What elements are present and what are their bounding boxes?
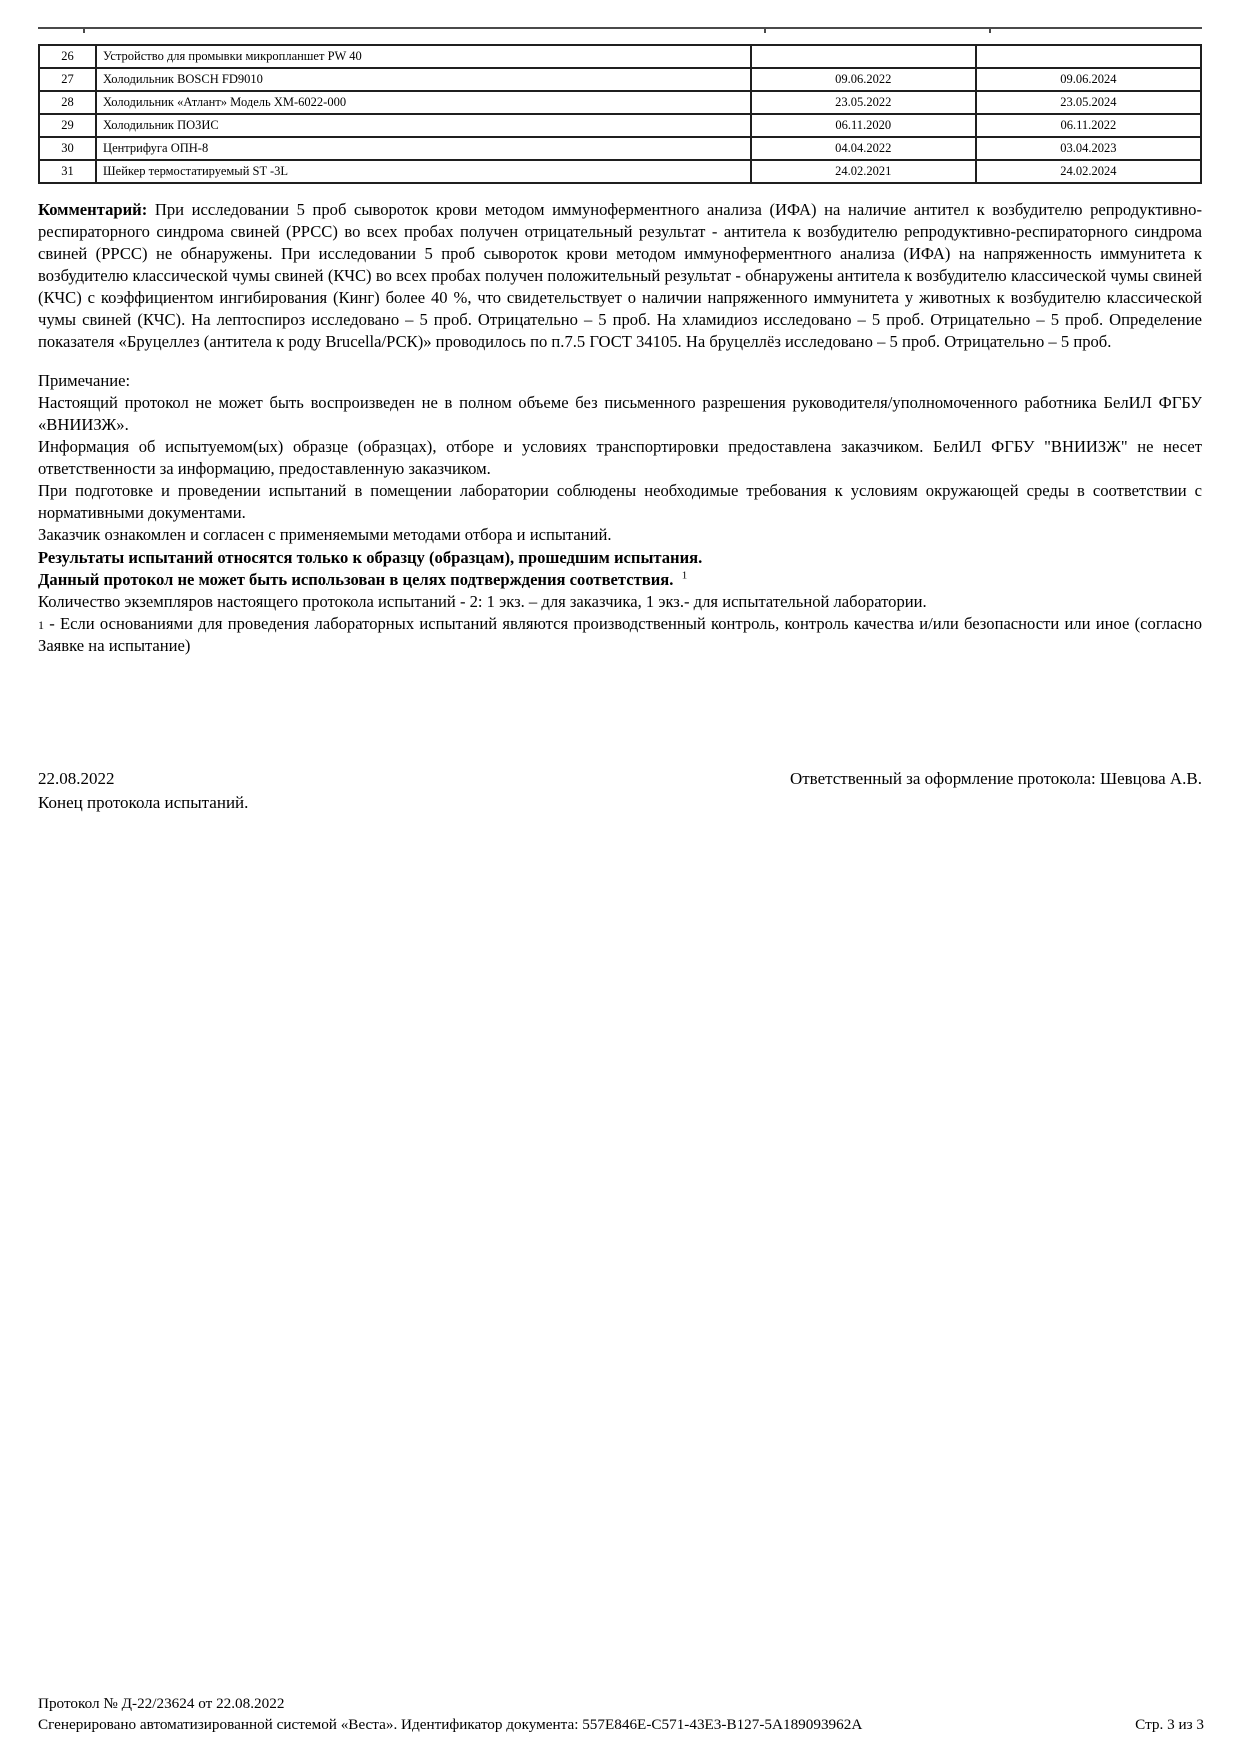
footer-page-number: Стр. 3 из 3 xyxy=(1135,1716,1204,1733)
equipment-name: Устройство для промывки микропланшет PW 40 xyxy=(96,45,751,68)
row-number: 27 xyxy=(39,68,96,91)
equipment-name: Холодильник ПОЗИС xyxy=(96,114,751,137)
verification-date: 04.04.2022 xyxy=(751,137,976,160)
valid-until-date: 06.11.2022 xyxy=(976,114,1201,137)
note-section xyxy=(38,370,1202,657)
table-row xyxy=(39,45,1201,68)
footnote-paragraph xyxy=(38,613,1202,657)
note-copies-count: Количество экземпляров настоящего протокола испытаний - 2: 1 экз. – для заказчика, 1 экз.- для испытательной лаборатории. xyxy=(38,591,927,611)
previous-page-table-edge xyxy=(38,27,1202,29)
equipment-name: Центрифуга ОПН-8 xyxy=(96,137,751,160)
row-number: 28 xyxy=(39,91,96,114)
comment-paragraph xyxy=(38,199,1202,353)
responsible-person: Ответственный за оформление протокола: Шевцова А.В. xyxy=(789,768,1202,788)
table-row xyxy=(39,68,1201,91)
note-paragraph-reproduction: Настоящий протокол не может быть воспроизведен не в полном объеме без письменного разрешения руководителя/уполномоченного работника БелИЛ ФГБУ «ВНИИЗЖ». xyxy=(38,393,1202,435)
note-paragraph-sample-info: Информация об испытуемом(ых) образце (образцах), отборе и условиях транспортировки предоставлена заказчиком. БелИЛ ФГБУ "ВНИИЗЖ" не несет ответственности за информацию, предоставленную заказчиком. xyxy=(38,437,1202,479)
verification-date: 06.11.2020 xyxy=(751,114,976,137)
table-column-tick xyxy=(989,27,991,33)
verification-date: 09.06.2022 xyxy=(751,68,976,91)
note-results-scope: Результаты испытаний относятся только к образцу (образцам), прошедшим испытания. xyxy=(38,547,703,567)
valid-until-date: 24.02.2024 xyxy=(976,160,1201,183)
note-no-conformity-text: Данный протокол не может быть использован в целях подтверждения соответствия. xyxy=(38,569,674,589)
comment-label: Комментарий: xyxy=(38,200,148,219)
signoff-row xyxy=(38,769,1202,789)
valid-until-date: 03.04.2023 xyxy=(976,137,1201,160)
row-number: 31 xyxy=(39,160,96,183)
row-number: 30 xyxy=(39,137,96,160)
table-column-tick xyxy=(764,27,766,33)
table-row xyxy=(39,91,1201,114)
note-label: Примечание: xyxy=(38,371,131,391)
valid-until-date: 23.05.2024 xyxy=(976,91,1201,114)
row-number: 29 xyxy=(39,114,96,137)
page-footer xyxy=(38,1695,1204,1734)
verification-date: 23.05.2022 xyxy=(751,91,976,114)
equipment-name: Холодильник «Атлант» Модель XM-6022-000 xyxy=(96,91,751,114)
comment-text: При исследовании 5 проб сывороток крови методом иммуноферментного анализа (ИФА) на наличие антител к возбудителю репродуктивно-респираторного синдрома свиней (РРСС) во всех пробах получен отрицательный результат - антитела к возбудителю репродуктивно-респираторного синдрома свиней (РРСС) не обнаружены. При исследовании 5 проб сывороток крови методом иммуноферментного анализа (ИФА) на напряженность иммунитета к возбудителю классической чумы свиней (КЧС) во всех пробах получен положительный результат - обнаружены антитела к возбудителю классической чумы свиней (КЧС) с коэффициентом ингибирования (Кинг) более 40 %, что свидетельствует о наличии напряженного иммунитета у животных к возбудителю классической чумы свиней (КЧС). На лептоспироз исследовано – 5 проб. Отрицательно – 5 проб. На хламидиоз исследовано – 5 проб. Отрицательно – 5 проб. Определение показателя «Бруцеллез (антитела к роду Brucella/РСК)» проводилось по п.7.5 ГОСТ 34105. На бруцеллёз исследовано – 5 проб. Отрицательно – 5 проб. xyxy=(38,200,1202,352)
table-column-tick xyxy=(83,27,85,33)
equipment-name: Шейкер термостатируемый ST -3L xyxy=(96,160,751,183)
footer-generated-by: Сгенерировано автоматизированной системой «Веста». Идентификатор документа: 557E846E-C571-43E3-B127-5A189093962A xyxy=(38,1716,863,1733)
row-number: 26 xyxy=(39,45,96,68)
note-no-conformity-line xyxy=(38,569,1202,591)
table-row xyxy=(39,137,1201,160)
footnote-marker: 1 xyxy=(38,617,44,632)
note-paragraph-customer-agreement: Заказчик ознакомлен и согласен с применяемыми методами отбора и испытаний. xyxy=(38,525,612,545)
footer-protocol-number: Протокол № Д-22/23624 от 22.08.2022 xyxy=(38,1695,285,1712)
footnote-reference: 1 xyxy=(681,569,688,582)
equipment-name: Холодильник BOSCH FD9010 xyxy=(96,68,751,91)
note-paragraph-environment: При подготовке и проведении испытаний в помещении лаборатории соблюдены необходимые требования к условиям окружающей среды в соответствии с нормативными документами. xyxy=(38,481,1202,523)
verification-date: 24.02.2021 xyxy=(751,160,976,183)
valid-until-date: 09.06.2024 xyxy=(976,68,1201,91)
page-content xyxy=(38,0,1202,813)
verification-date xyxy=(751,45,976,68)
table-row xyxy=(39,114,1201,137)
equipment-table xyxy=(38,44,1202,184)
footer-generated-row xyxy=(38,1716,1204,1734)
table-row xyxy=(39,160,1201,183)
footnote-text: - Если основаниями для проведения лабораторных испытаний являются производственный контроль, контроль качества и/или безопасности или иное (согласно Заявке на испытание) xyxy=(38,613,1202,655)
end-of-protocol: Конец протокола испытаний. xyxy=(38,792,249,812)
valid-until-date xyxy=(976,45,1201,68)
protocol-date: 22.08.2022 xyxy=(38,768,115,788)
